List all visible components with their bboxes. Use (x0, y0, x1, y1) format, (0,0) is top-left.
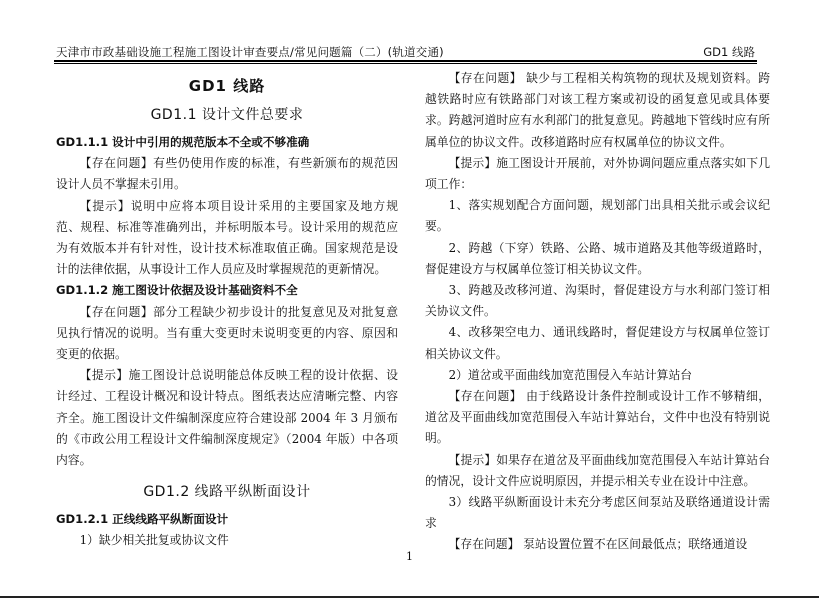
section-title-2: GD1.2 线路平纵断面设计 (143, 484, 311, 501)
list-item-1: 1）缺少相关批复或协议文件 (79, 533, 229, 548)
subsection-heading-111: GD1.1.1 设计中引用的规范版本不全或不够准确 (56, 135, 310, 149)
paragraph-problem-111: 【存在问题】有些仍使用作废的标准，有些新颁布的规范因设计人员不掌握未引用。 (56, 156, 398, 192)
chapter-title: GD1 线路 (188, 77, 266, 95)
paragraph-hint-112: 【提示】施工图设计总说明能总体反映工程的设计依据、设计经过、工程设计概况和设计特点。图纸表达应清晰完整、内容齐全。施工图设计文件编制深度应符合建设部 2004 年 3 月颁布的《市政公用工程设计文件编制深度规定》（2004 年版）中各项内容。 (56, 368, 398, 468)
hint-item-4: 4、改移架空电力、通讯线路时，督促建设方与权属单位签订相关协议文件。 (425, 325, 770, 361)
paragraph-problem-2: 【存在问题】 由于线路设计条件控制或设计工作不够精细，道岔及平面曲线加宽范围侵入车站计算站台，文件中也没有特别说明。 (425, 389, 770, 446)
hint-item-3: 3、跨越及改移河道、沟渠时，督促建设方与水利部门签订相关协议文件。 (425, 283, 770, 319)
subsection-heading-121: GD1.2.1 正线线路平纵断面设计 (56, 512, 229, 527)
running-header-section: GD1 线路 (703, 45, 755, 59)
paragraph-hint-2: 【提示】如果存在道岔及平面曲线加宽范围侵入车站计算站台的情况，设计文件应说明原因，并提示相关专业在设计中注意。 (425, 452, 770, 488)
paragraph-hint-1: 【提示】施工图设计开展前，对外协调问题应重点落实如下几项工作： (425, 155, 770, 192)
hint-item-2: 2、跨越（下穿）铁路、公路、城市道路及其他等级道路时，督促建设方与权属单位签订相关协议文件。 (425, 240, 770, 276)
list-item-2: 2）道岔或平面曲线加宽范围侵入车站计算站台 (448, 367, 693, 382)
paragraph-hint-111: 【提示】说明中应将本项目设计采用的主要国家及地方规范、规程、标准等准确列出，并标明版本号。设计采用的规范应为有效版本并有针对性，设计技术标准取值正确。国家规范是设计的法律依据，从事设计工作人员应及时掌握规范的更新情况。 (56, 198, 398, 277)
right-column (425, 68, 770, 556)
paragraph-problem-3: 【存在问题】 泵站设置位置不在区间最低点；联络通道设 (448, 537, 748, 552)
paragraph-problem-112: 【存在问题】部分工程缺少初步设计的批复意见及对批复意见执行情况的说明。当有重大变更时未说明变更的内容、原因和变更的依据。 (56, 304, 398, 362)
header-rule-thin (54, 63, 757, 64)
header-rule (54, 60, 757, 62)
left-column (56, 68, 398, 552)
list-item-3: 3）线路平纵断面设计未充分考虑区间泵站及联络通道设计需求 (425, 495, 770, 531)
paragraph-problem-1: 【存在问题】 缺少与工程相关构筑物的现状及规划资料。跨越铁路时应有铁路部门对该工程方案或初设的函复意见或具体要求。跨越河道时应有水利部门的批复意见。跨越地下管线时应有所属单位的协议文件。改移道路时应有权属单位的协议文件。 (425, 71, 770, 149)
section-title-1: GD1.1 设计文件总要求 (150, 107, 304, 123)
subsection-heading-112: GD1.1.2 施工图设计依据及设计基础资料不全 (56, 283, 298, 298)
hint-item-1: 1、落实规划配合方面问题，规划部门出具相关批示或会议纪要。 (425, 198, 770, 234)
running-header-title: 天津市市政基础设施工程施工图设计审查要点/常见问题篇（二）(轨道交通) (56, 45, 444, 59)
page-number: 1 (406, 550, 413, 563)
footer-rule (0, 596, 819, 598)
